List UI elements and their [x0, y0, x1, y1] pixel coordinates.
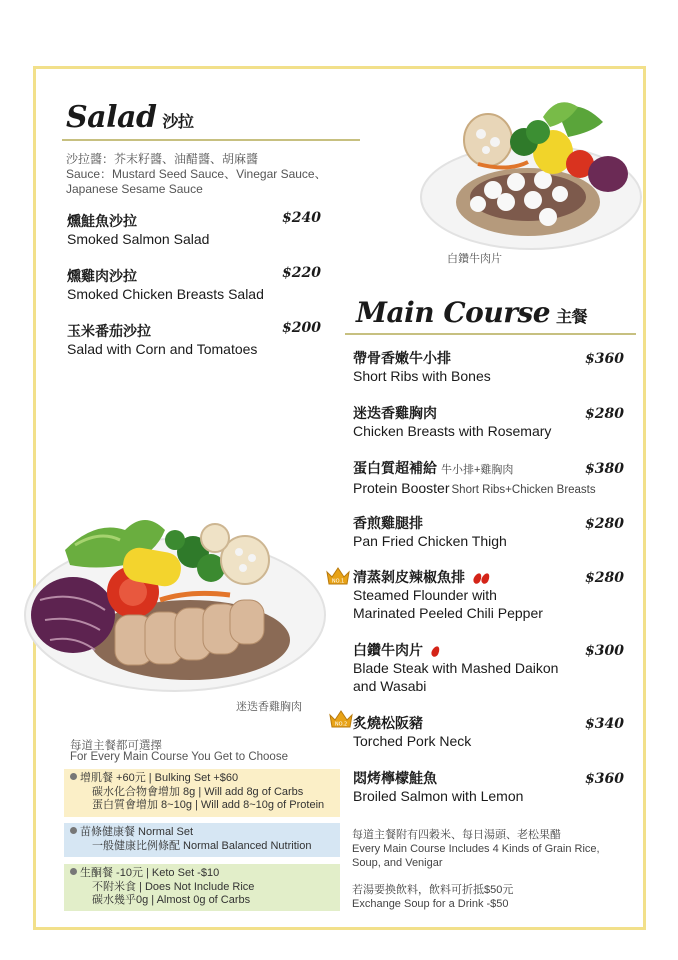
keto-set-carbs: 碳水幾乎0g | Almost 0g of Carbs	[92, 894, 251, 906]
crown-no1-label: NO.1	[331, 578, 345, 585]
salad-item	[67, 322, 257, 358]
exchange-en: Exchange Soup for a Drink -$50	[352, 898, 509, 910]
includes-note	[352, 828, 600, 870]
salad-section-title	[66, 100, 193, 135]
item-name-en-2: Marinated Peeled Chili Pepper	[353, 605, 543, 621]
normal-set-option	[64, 823, 340, 857]
keto-set-title: 生酮餐 -10元 | Keto Set -$10	[80, 867, 220, 879]
main-title-zh: 主餐	[556, 307, 588, 326]
item-name-zh: 燻鮭魚沙拉	[67, 213, 137, 229]
salad-item	[67, 212, 209, 248]
item-name-en-1: Blade Steak with Mashed Daikon	[353, 660, 559, 676]
main-item	[353, 769, 523, 805]
main-item	[353, 641, 558, 695]
includes-zh: 每道主餐附有四穀米、每日湯頭、老松果醋	[352, 829, 561, 841]
includes-en-2: Soup, and Venigar	[352, 857, 443, 869]
main-section-title	[356, 296, 587, 329]
sauce-en-2: Japanese Sesame Sauce	[66, 182, 203, 196]
crown-no2-icon	[328, 709, 354, 729]
main-item	[353, 459, 596, 499]
item-name-en: Short Ribs with Bones	[353, 368, 491, 384]
beef-photo-caption: 白鑽牛肉片	[447, 253, 502, 265]
item-name-en: Smoked Salmon Salad	[67, 231, 210, 247]
keto-set-rice: 不附米食 | Does Not Include Rice	[92, 880, 255, 893]
item-name-zh: 炙燒松阪豬	[353, 715, 423, 731]
bullet-icon	[70, 827, 77, 834]
salad-divider	[62, 139, 360, 141]
item-price: $280	[585, 570, 624, 586]
chili-icon	[480, 572, 491, 585]
includes-en-1: Every Main Course Includes 4 Kinds of Grain Rice,	[352, 843, 600, 855]
item-name-zh: 白鑽牛肉片	[353, 642, 423, 658]
bulking-set-protein: 蛋白質會增加 8~10g | Will add 8~10g of Protein	[92, 799, 325, 811]
item-name-zh: 帶骨香嫩牛小排	[353, 350, 451, 366]
main-title-en: Main Course	[356, 296, 551, 329]
item-price: $360	[585, 351, 624, 367]
item-name-zh: 清蒸剝皮辣椒魚排	[353, 569, 465, 585]
item-price: $300	[585, 643, 624, 659]
item-price: $280	[585, 516, 624, 532]
crown-no1-icon	[325, 566, 351, 586]
sauce-note	[66, 152, 356, 197]
item-price: $360	[585, 771, 624, 787]
normal-set-desc: 一般健康比例條配 Normal Balanced Nutrition	[92, 839, 312, 852]
options-intro-en: For Every Main Course You Get to Choose	[70, 751, 288, 763]
exchange-zh: 若湯要換飲料，飲料可折抵$50元	[352, 884, 514, 896]
item-price: $340	[585, 716, 624, 732]
item-name-en-1: Steamed Flounder with	[353, 587, 497, 603]
main-item	[353, 349, 491, 385]
sauce-en-1: Sauce：Mustard Seed Sauce、Vinegar Sauce、	[66, 167, 327, 181]
item-name-en: Broiled Salmon with Lemon	[353, 788, 524, 804]
item-name-en: Chicken Breasts with Rosemary	[353, 423, 552, 439]
normal-set-title: 苗條健康餐 Normal Set	[80, 826, 194, 838]
beef-plate-photo	[418, 92, 644, 262]
item-price: $280	[585, 406, 624, 422]
main-item	[353, 714, 471, 750]
item-name-zh: 迷迭香雞胸肉	[353, 405, 437, 421]
item-price: $240	[282, 210, 321, 226]
item-sub-zh: 牛小排+雞胸肉	[441, 464, 514, 476]
chili-icon	[430, 645, 441, 658]
sauce-zh: 沙拉醬：芥末籽醬、油醋醬、胡麻醬	[66, 152, 259, 166]
options-intro-zh: 每道主餐都可選擇	[70, 740, 162, 752]
main-item	[353, 514, 507, 550]
item-name-zh: 蛋白質超補給	[353, 460, 437, 476]
salad-title-en: Salad	[66, 100, 157, 135]
item-name-zh: 燻雞肉沙拉	[67, 268, 137, 284]
item-name-en-2: and Wasabi	[353, 678, 427, 694]
item-name-en: Pan Fried Chicken Thigh	[353, 533, 507, 549]
chicken-plate-photo	[15, 500, 327, 700]
item-name-en: Torched Pork Neck	[353, 733, 472, 749]
item-price: $200	[282, 320, 321, 336]
bullet-icon	[70, 773, 77, 780]
bullet-icon	[70, 868, 77, 875]
item-name-en: Protein Booster	[353, 480, 450, 496]
item-name-zh: 香煎雞腿排	[353, 515, 423, 531]
item-price: $220	[282, 265, 321, 281]
chicken-photo-caption: 迷迭香雞胸肉	[236, 701, 302, 713]
bulking-set-option	[64, 769, 340, 817]
salad-item	[67, 267, 264, 303]
item-name-en: Salad with Corn and Tomatoes	[67, 341, 258, 357]
main-item	[353, 568, 543, 622]
item-name-zh: 玉米番茄沙拉	[67, 323, 151, 339]
exchange-note	[352, 883, 513, 911]
item-price: $380	[585, 461, 624, 477]
crown-no2-label: NO.2	[334, 721, 348, 728]
bulking-set-title: 增肌餐 +60元 | Bulking Set +$60	[80, 772, 239, 784]
keto-set-option	[64, 864, 340, 911]
main-divider	[345, 333, 636, 335]
item-name-zh: 悶烤檸檬鮭魚	[353, 770, 437, 786]
salad-title-zh: 沙拉	[162, 112, 194, 131]
bulking-set-carbs: 碳水化合物會增加 8g | Will add 8g of Carbs	[92, 785, 304, 798]
main-item	[353, 404, 551, 440]
item-name-en: Smoked Chicken Breasts Salad	[67, 286, 264, 302]
item-sub-en: Short Ribs+Chicken Breasts	[451, 484, 596, 496]
